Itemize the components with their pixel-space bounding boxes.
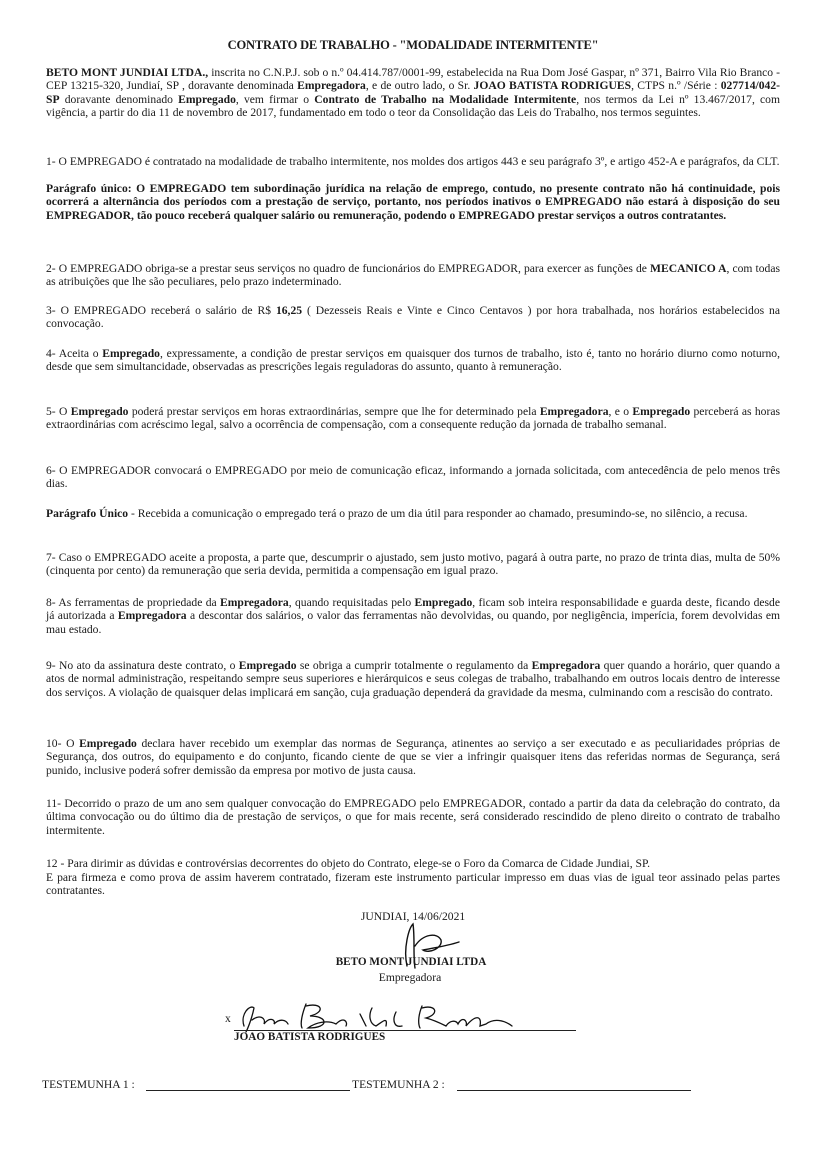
clause-5: 5- O Empregado poderá prestar serviços em horas extraordinárias, sempre que lhe for determinado pela Empregadora, e o Empregado perceberá as horas extraordinárias com acréscimo legal, salvo a ocorrência de compensação, com a consequente redução da jornada de trabalho semanal. (46, 405, 780, 432)
witness-2-label: TESTEMUNHA 2 : (352, 1078, 445, 1091)
employer-role: Empregadora (378, 971, 442, 984)
clause-9: 9- No ato da assinatura deste contrato, o Empregado se obriga a cumprir totalmente o regulamento da Empregadora quer quando a horário, quer quando a atos de normal administração, respeitando sempre seus superiores e hierárquicos e seus colegas de trabalho, trabalhando em outros locais dentro de interesse dos serviços. A violação de quaisquer delas implicará em sanção, cuja graduação dependerá da gravidade da mesma, culminando com a rescisão do contrato. (46, 659, 781, 699)
witness-2-line[interactable] (457, 1090, 691, 1091)
clause-2: 2- O EMPREGADO obriga-se a prestar seus serviços no quadro de funcionários do EMPREGADOR, para exercer as funções de MECANICO A, com todas as atribuições que lhe são peculiares, pelo prazo indeterminado. (46, 262, 780, 289)
company-name: BETO MONT JUNDIAI LTDA., (46, 66, 209, 79)
clause-10: 10- O Empregado declara haver recebido um exemplar das normas de Segurança, atinentes ao serviço a ser executado e as peculiaridades próprias de Segurança, dos outros, do equipamento e do conjunto, ficando ciente de que se vier a infringir quaisquer itens das referidas normas de Segurança, será punido, inclusive poderá sofrer demissão da empresa por motivo de justa causa. (46, 737, 781, 777)
closing-paragraph: E para firmeza e como prova de assim haverem contratado, fizeram este instrumento particular impresso em duas vias de igual teor assinado pelas partes contratantes. (46, 871, 780, 898)
clause-4: 4- Aceita o Empregado, expressamente, a condição de prestar serviços em quaisquer dos turnos de trabalho, isto é, tanto no horário diurno como noturno, desde que sem simultancidade, observadas as prescrições legais reguladoras do assunto, quanto à remuneração. (46, 347, 780, 374)
clause-1-paragraph: Parágrafo único: O EMPREGADO tem subordinação jurídica na relação de emprego, contudo, no presente contrato não há continuidade, pois ocorrerá a alternância dos períodos com a prestação de serviço, portanto, nos períodos inativos o EMPREGADO não estará à disposição do seu EMPREGADOR, tão pouco receberá qualquer salário ou remuneração, podendo o EMPREGADO prestar serviços a outros contratantes. (46, 182, 780, 222)
document-title: CONTRATO DE TRABALHO - "MODALIDADE INTERMITENTE" (227, 38, 599, 52)
employer-signature-scribble (385, 918, 475, 978)
signature-x-mark: x (225, 1012, 231, 1025)
clause-7: 7- Caso o EMPREGADO aceite a proposta, a parte que, descumprir o ajustado, sem justo motivo, pagará à outra parte, no prazo de trinta dias, multa de 50% (cinquenta por cento) da remuneração que seria devida, permitida a compensação em igual prazo. (46, 551, 780, 578)
place-date: JUNDIAI, 14/06/2021 (360, 910, 466, 923)
salary-amount: 16,25 (275, 304, 303, 317)
job-role: MECANICO A (650, 262, 727, 275)
employer-name: BETO MONT JUNDIAI LTDA (335, 956, 487, 968)
clause-12: 12 - Para dirimir as dúvidas e controvérsias decorrentes do objeto do Contrato, elege-se o Foro da Comarca de Cidade Jundiai, SP. (46, 857, 651, 870)
clause-8: 8- As ferramentas de propriedade da Empregadora, quando requisitadas pelo Empregado, ficam sob inteira responsabilidade e guarda deste, ficando desde já autorizada a Empregadora a descontar dos salários, o valor das ferramentas não devolvidas, ou quando, por negligência, imperícia, forem devolvidas em mau estado. (46, 596, 780, 636)
clause-6-paragraph: Parágrafo Único - Recebida a comunicação o empregado terá o prazo de um dia útil para responder ao chamado, presumindo-se, no silêncio, a recusa. (46, 507, 748, 520)
witness-1-line[interactable] (146, 1090, 350, 1091)
clause-11: 11- Decorrido o prazo de um ano sem qualquer convocação do EMPREGADO pelo EMPREGADOR, contado a partir da data da celebração do contrato, da última convocação ou do último dia de prestação de serviços, o que for mais recente, será considerado rescindido de pleno direito o contrato de trabalho intermitente. (46, 797, 780, 837)
employee-name: JOAO BATISTA RODRIGUES (473, 79, 632, 93)
ctps-number: 027714/042-SP (46, 79, 780, 106)
clause-3: 3- O EMPREGADO receberá o salário de R$ 16,25 ( Dezesseis Reais e Vinte e Cinco Centavos ) por hora trabalhada, nos horários estabelecidos na convocação. (46, 304, 780, 331)
employee-signature-name: JOAO BATISTA RODRIGUES (234, 1031, 386, 1043)
witness-1-label: TESTEMUNHA 1 : (42, 1078, 135, 1091)
clause-6: 6- O EMPREGADOR convocará o EMPREGADO por meio de comunicação eficaz, informando a jornada solicitada, com antecedência de pelo menos três dias. (46, 464, 780, 491)
clause-1: 1- O EMPREGADO é contratado na modalidade de trabalho intermitente, nos moldes dos artigos 443 e seu parágrafo 3º, e artigo 452-A e parágrafos, da CLT. (46, 155, 780, 168)
intro-paragraph: BETO MONT JUNDIAI LTDA., inscrita no C.N.P.J. sob o n.º 04.414.787/0001-99, estabelecida na Rua Dom José Gaspar, nº 371, Bairro Vila Rio Branco - CEP 13215-320, Jundiaí, SP , doravante denominada Empregadora, e de outro lado, o Sr. JOAO BATISTA RODRIGUES, CTPS n.º /Série : 027714/042-SP doravante denominado Empregado, vem firmar o Contrato de Trabalho na Modalidade Intermitente, nos termos da Lei nº 13.467/2017, com vigência, a partir do dia 11 de novembro de 2017, fundamentado em todo o teor da Consolidação das Leis do Trabalho, nos termos seguintes. (46, 66, 781, 120)
